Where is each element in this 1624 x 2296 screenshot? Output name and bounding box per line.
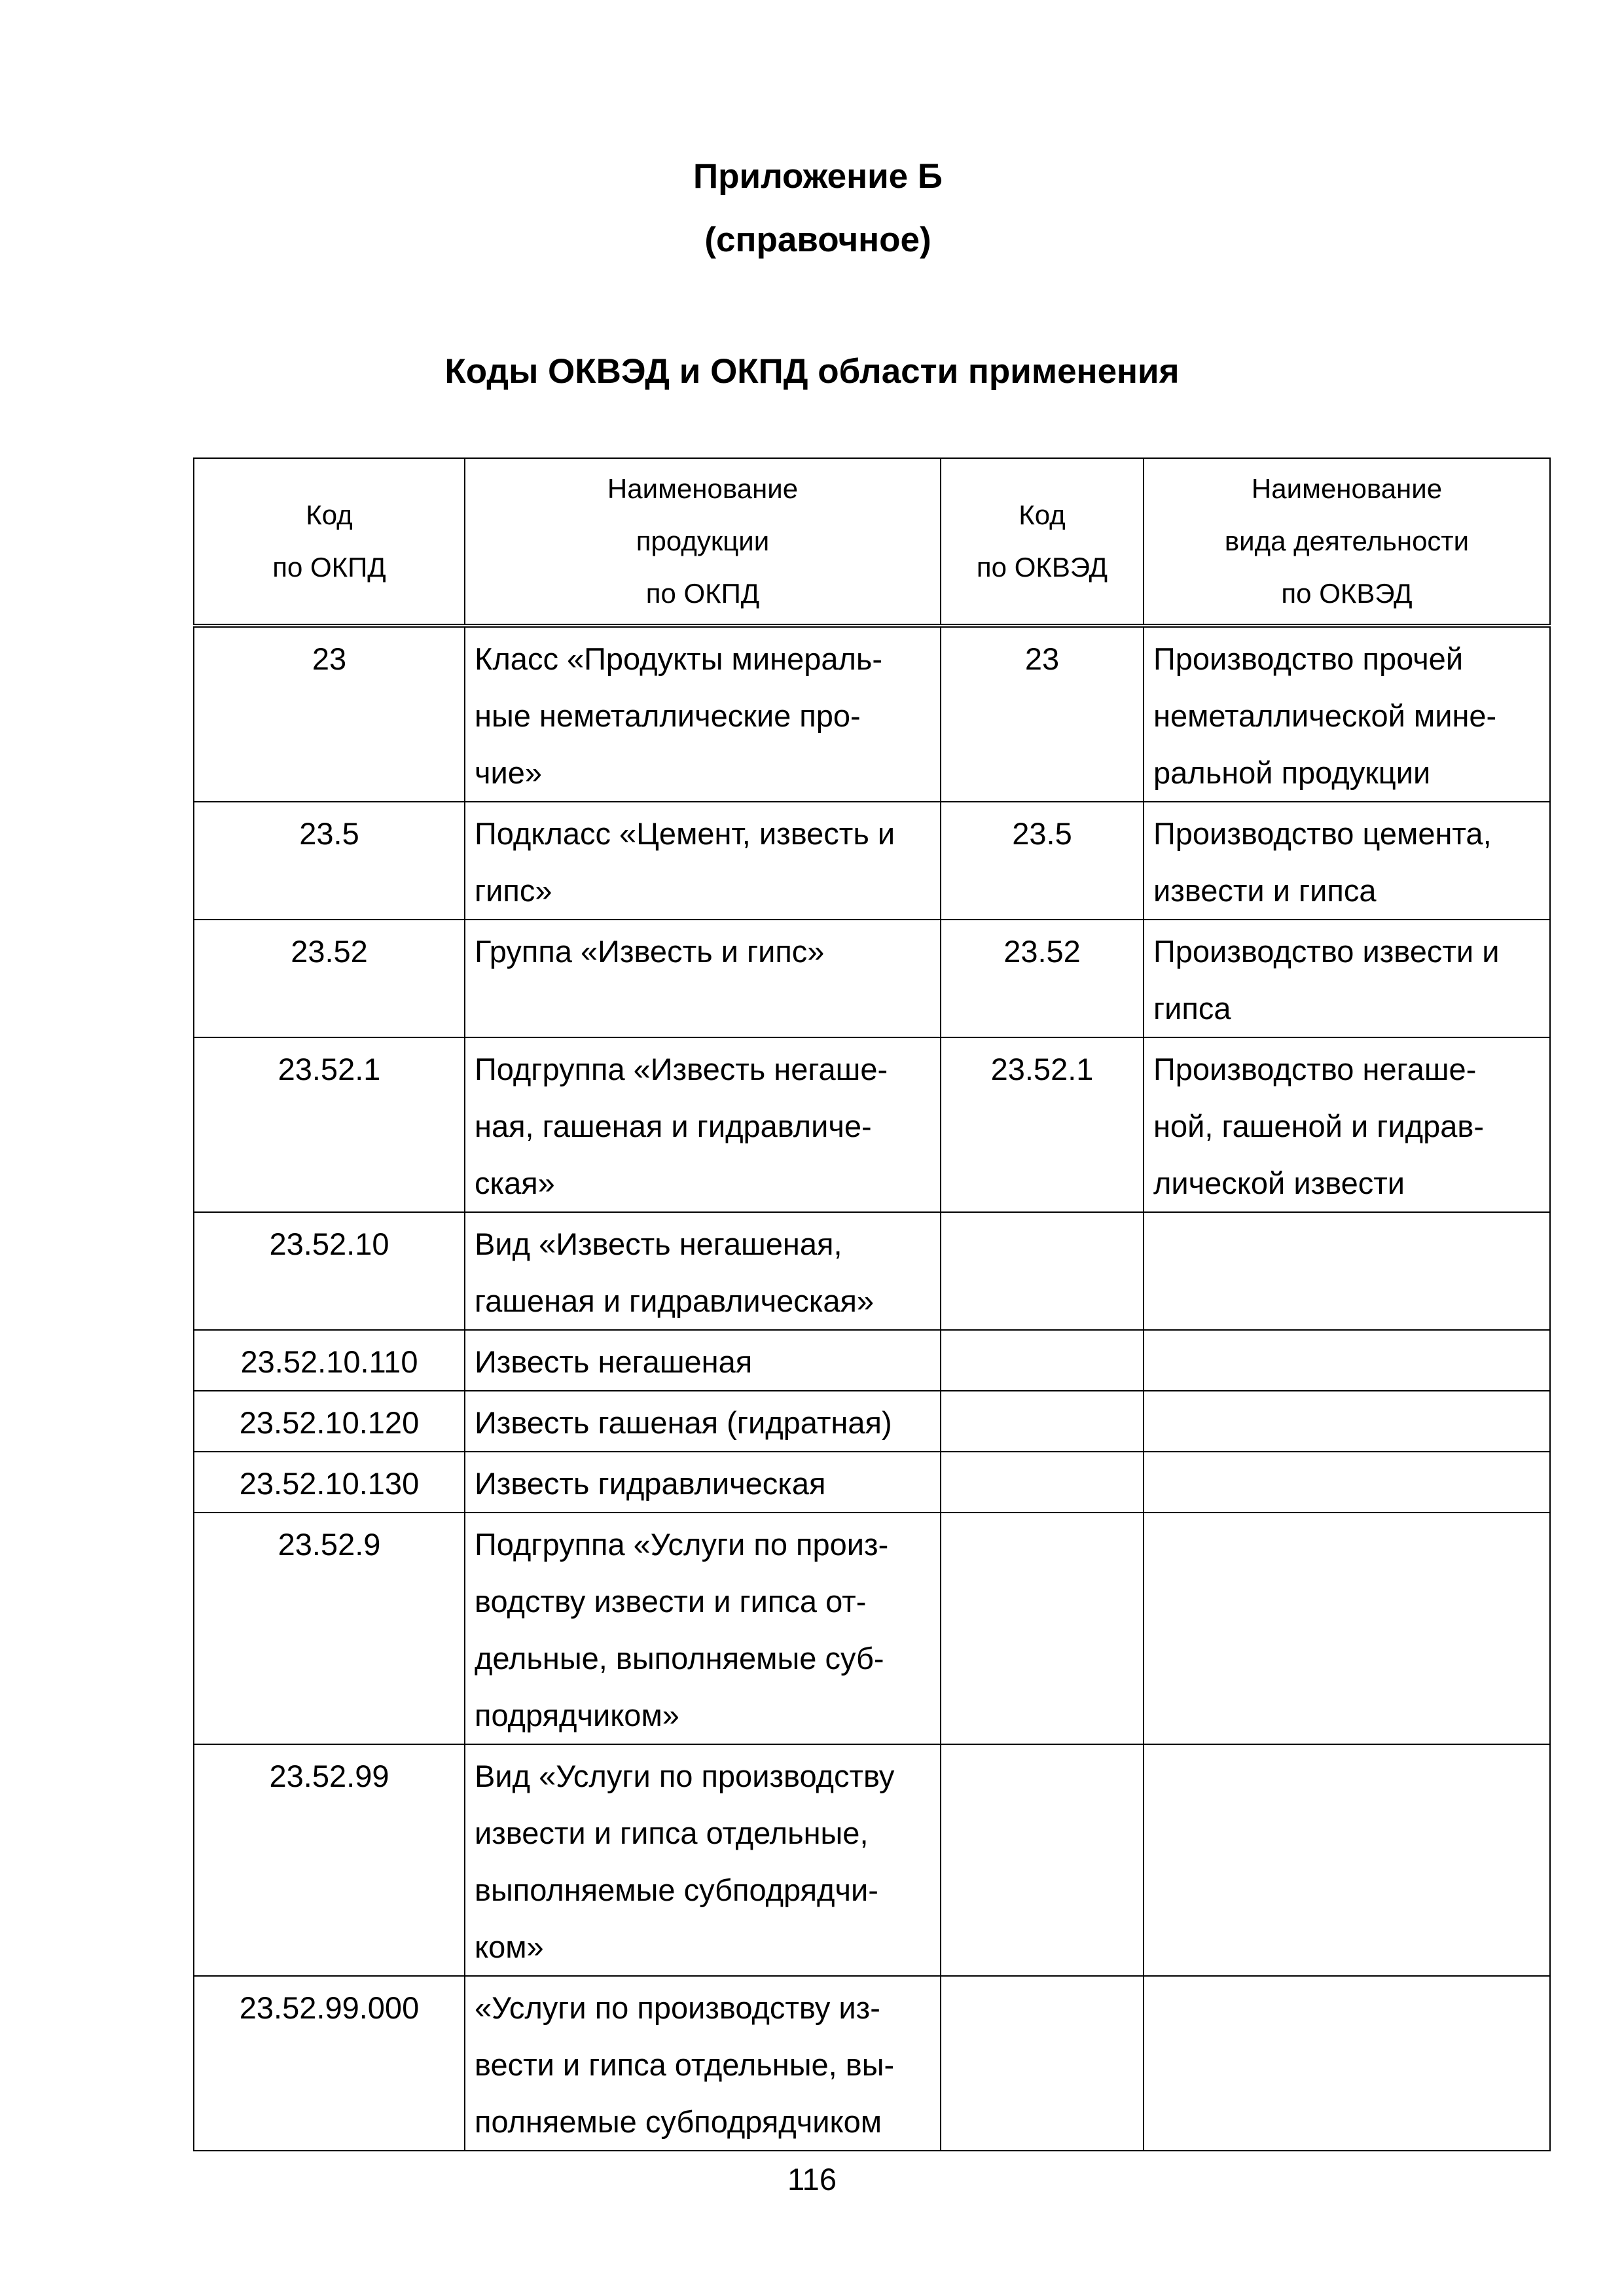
table-row [194,920,1550,1037]
header-okpd-name: Наименование продукции по ОКПД [465,458,941,626]
table-row [194,1452,1550,1513]
cell-line: чие» [475,755,543,790]
okpd-code-cell: 23.52.99 [194,1744,465,1976]
okved-code-cell [941,1330,1144,1391]
cell-line: «Услуги по производству из- [475,1990,880,2025]
okved-code-cell [941,1744,1144,1976]
cell-line: Производство прочей [1153,641,1464,676]
cell-line: Производство цемента, [1153,816,1492,851]
okpd-name-cell [465,920,941,1037]
cell-line: гипс» [475,873,552,908]
cell-line: Класс «Продукты минераль- [475,641,883,676]
okved-name-cell [1144,1037,1550,1212]
okved-code-cell: 23.5 [941,802,1144,920]
okpd-name-cell [465,1330,941,1391]
table-row [194,1744,1550,1976]
cell-line: гипса [1153,991,1231,1026]
header-okved-code: Код по ОКВЭД [941,458,1144,626]
cell-line: ной, гашеной и гидрав- [1153,1109,1484,1143]
cell-line: вести и гипса отдельные, вы- [475,2047,895,2082]
okpd-code-cell: 23.52.10.110 [194,1330,465,1391]
okpd-name-cell [465,1452,941,1513]
cell-line: полняемые субподрядчиком [475,2104,882,2139]
cell-line: Производство извести и [1153,934,1500,969]
table-heading: Коды ОКВЭД и ОКПД области применения [444,352,1180,391]
table-body [194,626,1550,2151]
header-okpd-code: Код по ОКПД [194,458,465,626]
cell-line: извести и гипса [1153,873,1377,908]
cell-line: Группа «Известь и гипс» [475,934,825,969]
okpd-code-cell: 23.52.9 [194,1513,465,1744]
okved-name-cell [1144,1212,1550,1330]
table-row [194,1330,1550,1391]
okved-name-cell [1144,1452,1550,1513]
okpd-code-cell: 23.52 [194,920,465,1037]
okved-code-cell [941,1391,1144,1452]
okpd-code-cell: 23.5 [194,802,465,920]
okved-code-cell [941,1452,1144,1513]
cell-line: Подкласс «Цемент, известь и [475,816,895,851]
okved-code-cell: 23 [941,626,1144,802]
cell-line: дельные, выполняемые суб- [475,1641,884,1676]
okpd-name-cell [465,1744,941,1976]
cell-line: Производство негаше- [1153,1052,1477,1086]
cell-line: Подгруппа «Услуги по произ- [475,1527,889,1562]
codes-table [193,457,1551,2151]
okpd-name-cell [465,1976,941,2151]
table-row [194,1037,1550,1212]
okpd-name-cell [465,802,941,920]
page-number: 116 [787,2162,837,2197]
table-row [194,1212,1550,1330]
cell-line: Подгруппа «Известь негаше- [475,1052,888,1086]
cell-line: ская» [475,1166,555,1200]
cell-line: ком» [475,1929,544,1964]
cell-line [475,980,933,1037]
table-row [194,1976,1550,2151]
appendix-title: Приложение Б [693,157,943,196]
okved-code-cell [941,1976,1144,2151]
table-row [194,626,1550,802]
table-header-row [194,458,1550,626]
okpd-name-cell [465,626,941,802]
okved-name-cell [1144,802,1550,920]
okpd-code-cell: 23.52.1 [194,1037,465,1212]
cell-line: неметаллической мине- [1153,698,1497,733]
okved-code-cell: 23.52 [941,920,1144,1037]
cell-line: водству извести и гипса от- [475,1584,867,1619]
okved-name-cell [1144,1513,1550,1744]
okpd-code-cell: 23.52.99.000 [194,1976,465,2151]
table-row [194,802,1550,920]
cell-line: подрядчиком» [475,1698,679,1732]
okved-name-cell [1144,920,1550,1037]
okved-name-cell [1144,1391,1550,1452]
header-okved-name: Наименование вида деятельности по ОКВЭД [1144,458,1550,626]
okved-code-cell: 23.52.1 [941,1037,1144,1212]
okpd-code-cell: 23 [194,626,465,802]
okpd-code-cell: 23.52.10.120 [194,1391,465,1452]
okved-name-cell [1144,1744,1550,1976]
okpd-name-cell [465,1513,941,1744]
okpd-name-cell [465,1212,941,1330]
cell-line: гашеная и гидравлическая» [475,1283,875,1318]
okpd-code-cell: 23.52.10.130 [194,1452,465,1513]
cell-line: Вид «Услуги по производству [475,1759,895,1793]
okpd-name-cell [465,1391,941,1452]
appendix-subtitle: (справочное) [704,221,931,259]
okved-name-cell [1144,1976,1550,2151]
cell-line: извести и гипса отдельные, [475,1816,869,1850]
cell-line: выполняемые субподрядчи- [475,1873,878,1907]
okpd-code-cell: 23.52.10 [194,1212,465,1330]
cell-line: Вид «Известь негашеная, [475,1227,842,1261]
cell-line: лической извести [1153,1166,1405,1200]
cell-line: Известь негашеная [475,1344,753,1379]
okved-name-cell [1144,1330,1550,1391]
cell-line: ральной продукции [1153,755,1431,790]
okpd-name-cell [465,1037,941,1212]
okved-code-cell [941,1513,1144,1744]
cell-line: ная, гашеная и гидравличе- [475,1109,872,1143]
okved-name-cell [1144,626,1550,802]
cell-line: Известь гидравлическая [475,1466,826,1501]
table-row [194,1391,1550,1452]
okved-code-cell [941,1212,1144,1330]
table-row [194,1513,1550,1744]
cell-line: ные неметаллические про- [475,698,861,733]
cell-line: Известь гашеная (гидратная) [475,1405,892,1440]
